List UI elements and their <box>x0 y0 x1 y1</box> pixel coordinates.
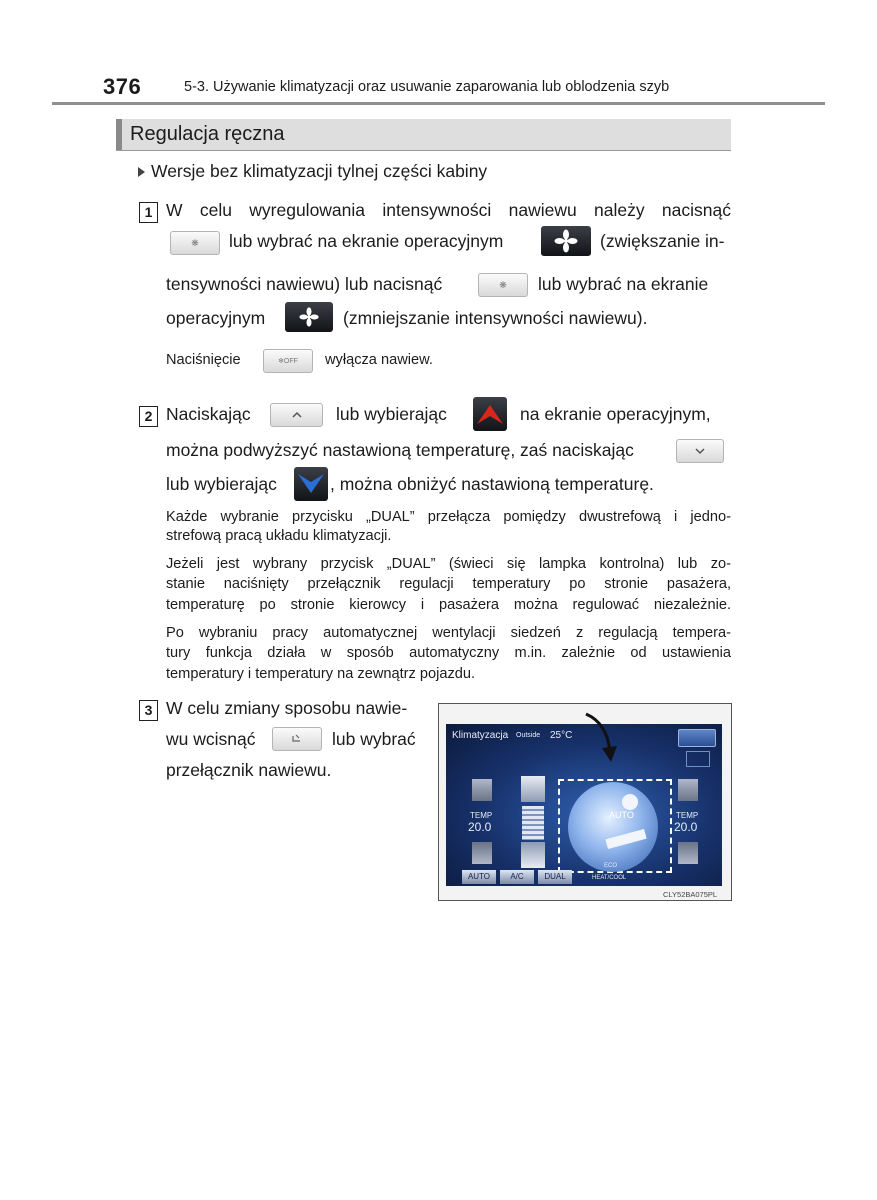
fan-up-screen-icon <box>521 776 545 802</box>
fan-up-screen-button <box>541 226 591 256</box>
step2-note3-line3: temperatury i temperatury na zewnątrz pojazdu. <box>166 666 476 682</box>
back-button <box>678 729 716 747</box>
right-temp-value: 20.0 <box>674 820 698 834</box>
step1-line4a: operacyjnym <box>166 308 266 328</box>
fan-icon <box>554 229 578 253</box>
section-accent <box>116 119 122 151</box>
screen-ac-button: A/C <box>500 870 534 884</box>
step-number-2: 2 <box>139 406 158 427</box>
screen-outside-label: Outside <box>516 732 541 739</box>
step3-line2b: lub wybrać <box>332 729 416 749</box>
step2-note2-line2: stanie naciśnięty przełącznik regulacji temperatury po stronie pasażera, <box>166 576 731 592</box>
step2-line3b: , można obniżyć nastawioną temperaturę. <box>330 474 654 494</box>
step-number-1: 1 <box>139 202 158 223</box>
fan-small-icon: ❋ <box>499 279 507 290</box>
pointer-arrow-icon <box>582 712 622 764</box>
variant-label: Wersje bez klimatyzacji tylnej części kabiny <box>151 161 488 181</box>
fan-level-indicator <box>522 806 544 840</box>
step-number-3: 3 <box>139 700 158 721</box>
left-temp-down-icon <box>472 842 492 864</box>
chevron-down-icon <box>694 447 706 455</box>
fan-off-hw-button <box>263 349 313 373</box>
left-temp-label: TEMP <box>470 811 493 820</box>
step1-line2b: (zwiększanie in- <box>600 231 725 251</box>
airflow-mode-hw-button <box>272 727 322 751</box>
fan-down-screen-button <box>285 302 333 332</box>
step2-note1-line1: Każde wybranie przycisku „DUAL” przełącza pomiędzy dwustrefową i jedno- <box>166 509 731 525</box>
left-temp-up-icon <box>472 779 492 801</box>
step1-line2a: lub wybrać na ekranie operacyjnym <box>229 231 504 251</box>
step2-note3-line1: Po wybraniu pracy automatycznej wentylacji siedzeń z regulacją tempera- <box>166 625 731 641</box>
screen-heatcool-label: HEAT/COOL <box>592 875 627 881</box>
step2-line2a: można podwyższyć nastawioną temperaturę, zaś naciskając <box>166 440 634 460</box>
fan-icon <box>299 307 319 327</box>
step2-note2-line1: Jeżeli jest wybrany przycisk „DUAL” (świeci się lampka kontrolna) lub zo- <box>166 556 731 572</box>
red-arrow-up-icon <box>475 402 505 426</box>
screen-auto-button: AUTO <box>462 870 496 884</box>
temp-down-screen-button <box>294 467 328 501</box>
step2-note1-line2: strefową pracą układu klimatyzacji. <box>166 528 392 544</box>
step1-note-a: Naciśnięcie <box>166 352 241 368</box>
right-temp-up-icon <box>678 779 698 801</box>
screen-dual-button: DUAL <box>538 870 572 884</box>
screen-title: Klimatyzacja <box>452 730 509 741</box>
step3-line2a: wu wcisnąć <box>166 729 256 749</box>
fan-small-icon: ❋ <box>191 237 199 248</box>
fan-off-label: ❄OFF <box>278 358 298 365</box>
step1-line1: W celu wyregulowania intensywności nawiewu należy nacisnąć <box>166 200 731 220</box>
step1-line3b: lub wybrać na ekranie <box>538 274 709 294</box>
airflow-seat-icon <box>290 734 304 744</box>
fan-down-hw-button <box>478 273 528 297</box>
chevron-up-icon <box>291 411 303 419</box>
right-temp-down-icon <box>678 842 698 864</box>
figure-caption: CLY52BA075PL <box>663 890 718 899</box>
step1-line3a: tensywności nawiewu) lub nacisnąć <box>166 274 443 294</box>
step2-note2-line3: temperaturę po stronie kierowcy i pasażera można regulować niezależnie. <box>166 597 731 613</box>
step3-line3: przełącznik nawiewu. <box>166 760 332 780</box>
temp-up-hw-button <box>270 403 323 427</box>
temp-up-screen-button <box>473 397 507 431</box>
airflow-seat-dial <box>568 782 658 872</box>
step2-line1a: Naciskając <box>166 404 251 424</box>
temp-down-hw-button <box>676 439 724 463</box>
chapter-title: 5-3. Używanie klimatyzacji oraz usuwanie zaparowania lub oblodzenia szyb <box>184 79 670 95</box>
step3-line1: W celu zmiany sposobu nawie- <box>166 698 408 718</box>
step2-line3a: lub wybierając <box>166 474 277 494</box>
right-temp-label: TEMP <box>676 811 699 820</box>
step2-line1c: na ekranie operacyjnym, <box>520 404 711 424</box>
section-underline <box>116 150 731 151</box>
bullet-triangle-icon <box>138 167 145 177</box>
step1-note-b: wyłącza nawiew. <box>325 352 433 368</box>
fan-up-hw-button <box>170 231 220 255</box>
section-title: Regulacja ręczna <box>130 123 285 145</box>
menu-icon <box>686 751 710 767</box>
screen-auto-center: AUTO <box>609 810 634 820</box>
screen-outside-temp: 25°C <box>550 730 573 741</box>
page-number: 376 <box>103 74 142 99</box>
step1-line4b: (zmniejszanie intensywności nawiewu). <box>343 308 648 328</box>
seat-head-icon <box>622 794 638 810</box>
screen-eco-label: ECO <box>604 863 618 869</box>
header-rule <box>52 102 825 105</box>
left-temp-value: 20.0 <box>468 820 492 834</box>
step2-note3-line2: tury funkcja działa w sposób automatyczny m.in. zależnie od ustawienia <box>166 645 731 661</box>
blue-arrow-down-icon <box>296 472 326 496</box>
fan-down-screen-icon <box>521 842 545 868</box>
step2-line1b: lub wybierając <box>336 404 447 424</box>
